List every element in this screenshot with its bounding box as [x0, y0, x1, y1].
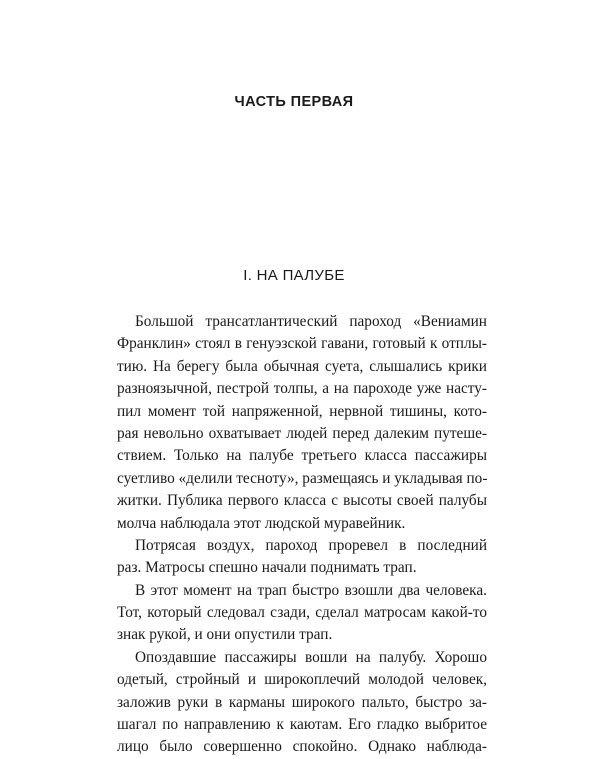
text-line: житки. Публика первого класса с высоты своей палубы	[117, 492, 487, 510]
text-line: Потрясая воздух, пароход проревел в последний	[135, 536, 487, 554]
text-line: ствием. Только на палубе третьего класса пассажиры	[117, 447, 487, 465]
text-line: шагал по направлению к каютам. Его гладко выбритое	[117, 716, 487, 734]
text-line: заложив руки в карманы широкого пальто, быстро за-	[117, 693, 487, 711]
text-line: раз. Матросы спешно начали поднимать трап.	[117, 559, 417, 577]
text-line: молча наблюдала этот людской муравейник.	[117, 514, 406, 532]
text-line: лицо было совершенно спокойно. Однако наблюда-	[117, 738, 487, 756]
body-text	[117, 311, 487, 759]
text-line: Тот, который следовал сзади, сделал матросам какой-то	[117, 604, 487, 622]
text-line: рая невольно охватывает людей перед далеким путеше-	[117, 424, 487, 442]
chapter-title: I. НА ПАЛУБЕ	[243, 267, 345, 284]
text-line: В этот момент на трап быстро взошли два человека.	[135, 581, 487, 599]
part-title: ЧАСТЬ ПЕРВАЯ	[234, 94, 354, 110]
text-line: суетливо «делили тесноту», размещаясь и укладывая по-	[117, 469, 488, 487]
text-line: Опоздавшие пассажиры вошли на палубу. Хорошо	[135, 648, 487, 666]
text-line: Франклин» стоял в генуэзской гавани, готовый к отплы-	[117, 335, 487, 353]
text-line: разноязычной, пестрой толпы, а на пароходе уже насту-	[117, 380, 487, 398]
text-line: пил момент той напряженной, нервной тишины, кото-	[117, 402, 487, 420]
text-line: одетый, стройный и широкоплечий молодой человек,	[117, 671, 487, 689]
text-line: Большой трансатлантический пароход «Вениамин	[135, 313, 487, 330]
text-line: тию. На берегу была обычная суета, слышались крики	[117, 357, 487, 375]
text-line: знак рукой, и они опустили трап.	[117, 626, 333, 644]
